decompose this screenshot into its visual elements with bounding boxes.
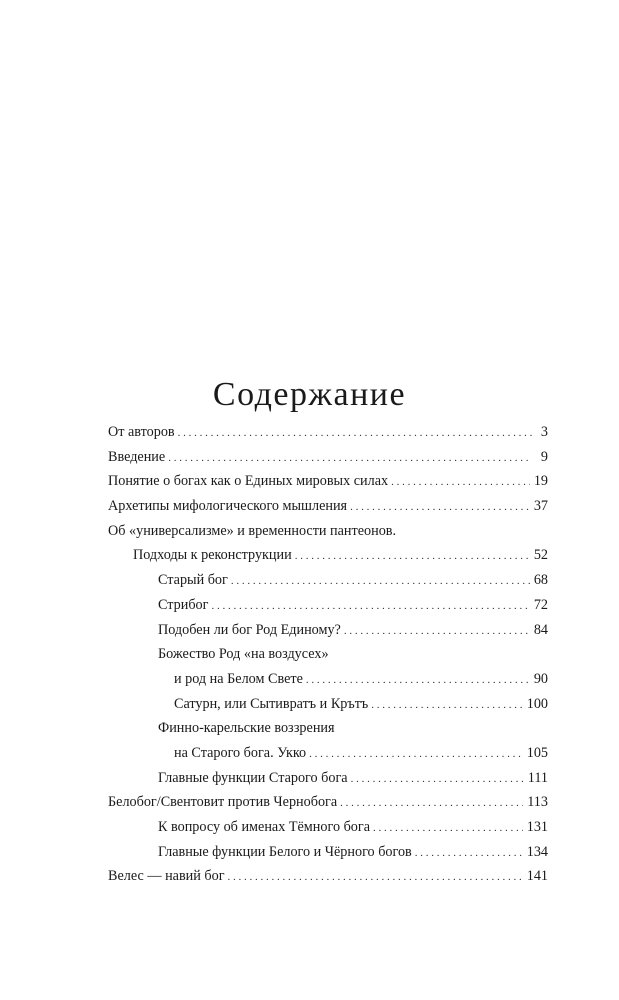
- toc-entry[interactable]: [108, 543, 548, 568]
- dot-leader: [295, 543, 530, 569]
- dot-leader: [344, 618, 530, 644]
- toc-entry-page: 9: [540, 448, 548, 465]
- toc-entry-page: 105: [526, 744, 548, 761]
- toc-entry-page: 52: [533, 547, 548, 564]
- dot-leader: [309, 741, 523, 767]
- toc-entry-title: Главные функции Белого и Чёрного богов: [158, 843, 412, 860]
- dot-leader: [228, 864, 523, 890]
- dot-leader: [415, 840, 523, 866]
- dot-leader: [371, 692, 522, 718]
- toc-entry-title: Подобен ли бог Род Единому?: [158, 621, 341, 638]
- dot-leader: [373, 815, 523, 841]
- toc-entry-title-continued: Подходы к реконструкции: [133, 547, 292, 564]
- toc-entry-title: От авторов: [108, 424, 175, 440]
- dot-leader: [178, 420, 532, 446]
- table-of-contents: [108, 420, 548, 889]
- toc-entry-title-continued: на Старого бога. Укко: [174, 744, 307, 761]
- toc-entry[interactable]: [108, 766, 548, 791]
- toc-entry-page: 90: [533, 670, 548, 687]
- toc-entry-page: 111: [527, 769, 548, 786]
- dot-leader: [306, 667, 530, 693]
- toc-entry-page: 113: [527, 794, 548, 811]
- toc-entry[interactable]: [108, 469, 548, 494]
- toc-entry-page: 72: [533, 596, 548, 613]
- dot-leader: [168, 445, 532, 471]
- toc-entry-title: Сатурн, или Сытивратъ и Крътъ: [174, 695, 369, 712]
- toc-entry-page: 131: [526, 819, 548, 835]
- toc-entry[interactable]: [108, 815, 548, 840]
- toc-entry-title: Белобог/Свентовит против Чернобога: [108, 794, 338, 811]
- toc-entry-page: 19: [533, 473, 548, 490]
- toc-entry[interactable]: [108, 741, 548, 766]
- toc-entry[interactable]: [108, 420, 548, 445]
- toc-entry-page: 141: [526, 868, 548, 885]
- dot-leader: [351, 766, 524, 792]
- toc-entry-title: Введение: [108, 448, 166, 465]
- toc-entry-page: 100: [526, 695, 548, 712]
- toc-entry-title: Стрибог: [158, 596, 209, 613]
- dot-leader: [391, 469, 530, 495]
- toc-entry[interactable]: [108, 790, 548, 815]
- toc-entry-page: 3: [540, 424, 548, 440]
- toc-entry-title: Главные функции Старого бога: [158, 769, 348, 786]
- toc-entry[interactable]: [108, 692, 548, 717]
- toc-entry-title: Велес — навий бог: [108, 868, 225, 885]
- dot-leader: [231, 568, 530, 594]
- toc-entry[interactable]: [108, 618, 548, 643]
- toc-entry-page: 84: [533, 621, 548, 638]
- toc-entry-page: 134: [526, 843, 548, 860]
- toc-entry-title: Архетипы мифологического мышления: [108, 498, 348, 515]
- toc-entry-title: К вопросу об именах Тёмного бога: [158, 819, 371, 835]
- toc-entry[interactable]: [108, 864, 548, 889]
- page-title: Содержание: [212, 375, 407, 413]
- toc-entry-first-line[interactable]: [108, 716, 548, 741]
- dot-leader: [350, 494, 530, 520]
- toc-entry-page: 68: [533, 572, 548, 589]
- dot-leader: [211, 593, 529, 619]
- toc-entry-title: Об «универсализме» и временности пантеонов.: [108, 522, 397, 539]
- toc-entry[interactable]: [108, 593, 548, 618]
- toc-entry[interactable]: [108, 568, 548, 593]
- toc-entry-title-continued: и род на Белом Свете: [174, 670, 303, 687]
- toc-entry[interactable]: [108, 494, 548, 519]
- toc-entry-first-line[interactable]: [108, 519, 548, 544]
- toc-entry-first-line[interactable]: [108, 642, 548, 667]
- toc-entry-title: Божество Род «на воздусех»: [158, 646, 329, 663]
- toc-entry-title: Финно-карельские воззрения: [158, 720, 335, 737]
- toc-entry-title: Понятие о богах как о Единых мировых силах: [108, 473, 389, 490]
- toc-entry[interactable]: [108, 840, 548, 865]
- dot-leader: [340, 790, 523, 816]
- toc-entry-page: 37: [533, 498, 548, 515]
- toc-entry-title: Старый бог: [158, 572, 228, 589]
- toc-entry[interactable]: [108, 445, 548, 470]
- toc-entry[interactable]: [108, 667, 548, 692]
